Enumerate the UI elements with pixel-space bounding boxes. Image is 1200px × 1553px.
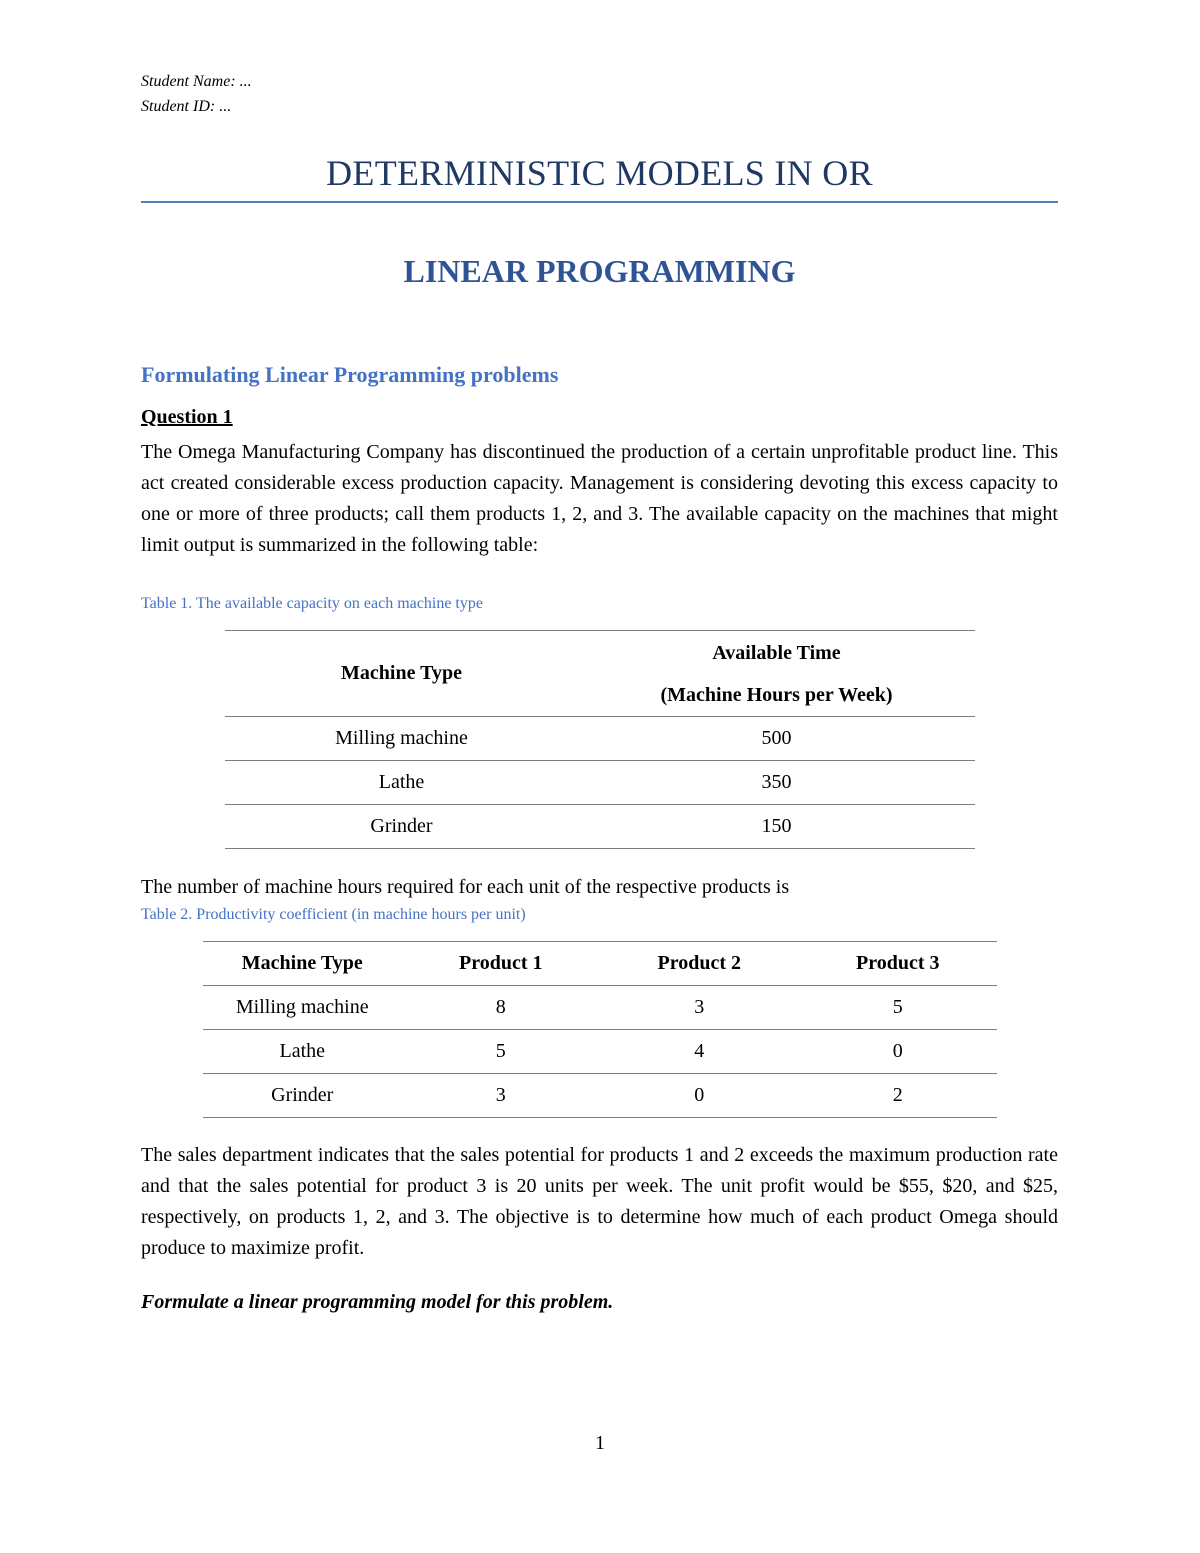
hours-paragraph: The number of machine hours required for each unit of the respective products is [141, 876, 790, 898]
intro-paragraph: The Omega Manufacturing Company has discontinued the production of a certain unprofitable product line. This act created considerable excess production capacity. Management is considering devoting this excess capacity to one or more of three products; call them products 1, 2, and 3. The available capacity on the machines that might limit output is summarized in the following table: [141, 441, 1058, 556]
table2-cell-value: 0 [799, 1030, 998, 1074]
task-instruction: Formulate a linear programming model for this problem. [141, 1291, 614, 1313]
table1-header-line2: (Machine Hours per Week) [660, 683, 893, 706]
document-subtitle: LINEAR PROGRAMMING [403, 253, 796, 289]
table2-cell-value: 5 [799, 986, 998, 1030]
table2-header-product-3: Product 3 [799, 942, 998, 986]
table1-cell-hours: 500 [578, 717, 975, 761]
table1-cell-machine: Milling machine [225, 717, 578, 761]
sales-paragraph: The sales department indicates that the sales potential for products 1 and 2 exceeds the maximum production rate and that the sales potential for product 3 is 20 units per week. The unit profit would be $55, $20, and $25, respectively, on products 1, 2, and 3. The objective is to determine how much of each product Omega should produce to maximize profit. [141, 1144, 1058, 1259]
table2-cell-value: 2 [799, 1074, 998, 1118]
page-number: 1 [595, 1432, 605, 1454]
table-row [225, 761, 975, 805]
productivity-table [203, 941, 997, 1118]
capacity-table [225, 630, 975, 849]
table-row [203, 986, 997, 1030]
table1-cell-hours: 350 [578, 761, 975, 805]
table2-cell-value: 4 [600, 1030, 799, 1074]
student-name: Student Name: ... [141, 73, 252, 90]
table-row [225, 717, 975, 761]
table2-cell-machine: Grinder [203, 1074, 402, 1118]
table2-cell-value: 8 [402, 986, 601, 1030]
table1-header-available-time [578, 631, 975, 717]
table2-cell-machine: Lathe [203, 1030, 402, 1074]
table2-header-product-2: Product 2 [600, 942, 799, 986]
table2-header-product-1: Product 1 [402, 942, 601, 986]
table2-cell-value: 0 [600, 1074, 799, 1118]
title-underline [141, 201, 1058, 203]
table-row [203, 1074, 997, 1118]
table1-caption: Table 1. The available capacity on each machine type [141, 595, 483, 612]
table1-header-line1: Available Time [712, 641, 841, 664]
table2-caption: Table 2. Productivity coefficient (in machine hours per unit) [141, 906, 526, 923]
question-heading: Question 1 [141, 406, 233, 428]
table1-header-machine-type: Machine Type [225, 631, 578, 717]
document-title: DETERMINISTIC MODELS IN OR [326, 153, 873, 193]
table2-cell-value: 3 [402, 1074, 601, 1118]
table-row [203, 1030, 997, 1074]
section-heading: Formulating Linear Programming problems [141, 362, 559, 387]
table-row [225, 805, 975, 849]
table1-cell-hours: 150 [578, 805, 975, 849]
table2-cell-machine: Milling machine [203, 986, 402, 1030]
table1-cell-machine: Grinder [225, 805, 578, 849]
table2-header-machine-type: Machine Type [203, 942, 402, 986]
table2-cell-value: 5 [402, 1030, 601, 1074]
table1-cell-machine: Lathe [225, 761, 578, 805]
student-id: Student ID: ... [141, 98, 232, 115]
table2-cell-value: 3 [600, 986, 799, 1030]
